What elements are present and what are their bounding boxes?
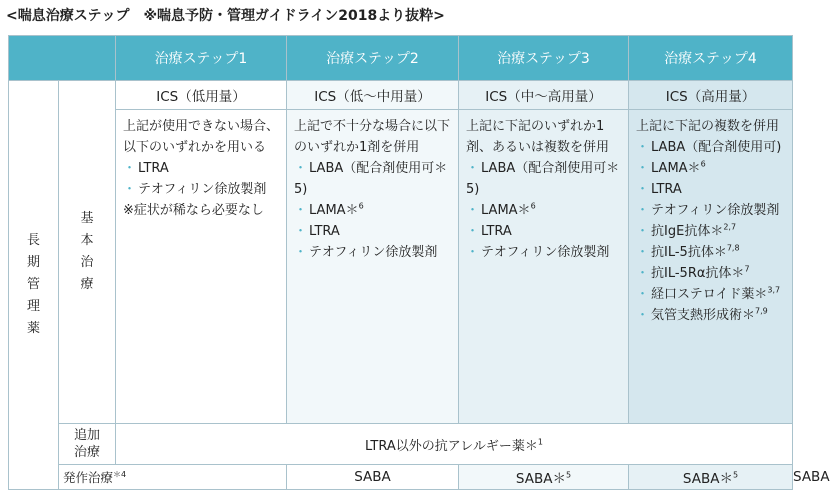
bullet-dot: ・ — [636, 203, 650, 218]
basic-treatment-label-text: 基本治療 — [80, 211, 94, 292]
basic-step-3-item — [466, 242, 622, 263]
rescue-label-note: ＊4 — [113, 469, 127, 479]
item-text: LABA（配合剤使用可 — [309, 161, 435, 176]
ics-step-3: ICS（中〜高用量） — [459, 81, 629, 110]
addon-label — [59, 424, 116, 465]
bullet-dot: ・ — [636, 245, 650, 260]
header-step-4: 治療ステップ4 — [629, 36, 793, 81]
basic-step-2-item — [294, 158, 452, 200]
rescue-label-text: 発作治療 — [63, 470, 114, 485]
basic-step-4-item — [636, 305, 786, 326]
basic-step-2-lead: 上記で不十分な場合に以下のいずれか1剤を併用 — [294, 119, 451, 155]
item-sup: 6 — [530, 201, 536, 211]
rescue-row — [9, 465, 793, 490]
rescue-text: SABA — [354, 469, 391, 485]
item-text: LTRA — [138, 161, 169, 176]
basic-step-4-item — [636, 221, 786, 242]
bullet-dot: ・ — [636, 182, 650, 197]
item-text: LABA（配合剤使用可 — [481, 161, 607, 176]
basic-step-3-item — [466, 221, 622, 242]
item-tail: ＊5) — [294, 161, 448, 197]
bullet-dot: ・ — [636, 224, 650, 239]
basic-step-3 — [459, 110, 629, 424]
bullet-dot: ・ — [294, 203, 308, 218]
item-text: 経口ステロイド薬＊ — [651, 287, 768, 302]
basic-step-4-item — [636, 263, 786, 284]
bullet-dot: ・ — [636, 161, 650, 176]
ics-row — [9, 81, 793, 110]
rescue-step-3 — [629, 465, 793, 490]
basic-step-4-item — [636, 158, 786, 179]
basic-step-4-item — [636, 179, 786, 200]
item-sup: 7 — [744, 264, 750, 274]
addon-cell — [116, 424, 793, 465]
basic-step-4 — [629, 110, 793, 424]
basic-step-4-item — [636, 284, 786, 305]
item-sup: 7,9 — [755, 306, 768, 316]
basic-treatment-label — [59, 81, 116, 424]
bullet-dot: ・ — [636, 308, 650, 323]
basic-step-4-item — [636, 200, 786, 221]
basic-step-2 — [287, 110, 459, 424]
addon-text: LTRA以外の抗アレルギー薬＊ — [364, 438, 538, 454]
rescue-text: SABA＊ — [515, 471, 566, 487]
basic-step-1 — [116, 110, 287, 424]
ics-step-4: ICS（高用量） — [629, 81, 793, 110]
basic-step-4-lead: 上記に下記の複数を併用 — [636, 119, 780, 134]
header-step-2: 治療ステップ2 — [287, 36, 459, 81]
item-text: 抗IgE抗体＊ — [651, 224, 724, 239]
item-tail: 3,7 — [767, 285, 781, 295]
treatment-step-table — [8, 35, 830, 490]
item-text: テオフィリン徐放製剤 — [138, 182, 267, 197]
item-text: 気管支熱形成術＊ — [651, 308, 756, 323]
rescue-text: SABA＊ — [682, 471, 733, 487]
rescue-label — [59, 465, 287, 490]
header-corner — [9, 36, 116, 81]
item-text: LTRA — [651, 182, 682, 197]
ics-step-2: ICS（低〜中用量） — [287, 81, 459, 110]
item-sup: 6 — [358, 201, 364, 211]
basic-step-1-item — [123, 158, 280, 179]
addon-label-line-1: 追加 — [73, 428, 100, 443]
bullet-dot: ・ — [123, 182, 137, 197]
item-text: テオフィリン徐放製剤 — [651, 203, 780, 218]
item-text: LAMA＊ — [309, 203, 359, 218]
basic-step-3-item — [466, 200, 622, 221]
bullet-dot: ・ — [466, 245, 480, 260]
long-term-label-text: 長期管理薬 — [26, 233, 40, 336]
basic-step-3-lead: 上記に下記のいずれか1剤、あるいは複数を併用 — [466, 119, 610, 155]
item-text: 抗IL-5抗体＊ — [651, 245, 727, 260]
bullet-dot: ・ — [466, 224, 480, 239]
long-term-label — [9, 81, 59, 490]
bullet-dot: ・ — [466, 203, 480, 218]
basic-step-1-item — [123, 179, 280, 200]
basic-step-2-item — [294, 242, 452, 263]
rescue-step-1 — [287, 465, 459, 490]
bullet-dot: ・ — [294, 161, 308, 176]
page-title: <喘息治療ステップ ※喘息予防・管理ガイドライン2018より抜粋> — [6, 8, 445, 24]
basic-step-1-note: ※症状が稀なら必要なし — [123, 203, 264, 218]
basic-treatment-row — [9, 110, 793, 424]
item-text: テオフィリン徐放製剤 — [309, 245, 438, 260]
bullet-dot: ・ — [123, 161, 137, 176]
header-row — [9, 36, 793, 81]
item-text: テオフィリン徐放製剤 — [481, 245, 610, 260]
item-text: 抗IL-5Rα抗体＊ — [651, 266, 745, 281]
header-step-3: 治療ステップ3 — [459, 36, 629, 81]
item-text: LTRA — [481, 224, 512, 239]
ics-step-1: ICS（低用量） — [116, 81, 287, 110]
bullet-dot: ・ — [466, 161, 480, 176]
bullet-dot: ・ — [636, 287, 650, 302]
item-sup: 6 — [700, 159, 706, 169]
item-text: LTRA — [309, 224, 340, 239]
basic-step-3-item — [466, 158, 622, 200]
item-text: LABA（配合剤使用可) — [651, 140, 782, 155]
basic-step-1-lead: 上記が使用できない場合、以下のいずれかを用いる — [123, 119, 280, 155]
addon-label-line-2: 治療 — [73, 445, 100, 460]
basic-step-4-item — [636, 242, 786, 263]
rescue-step-2 — [459, 465, 629, 490]
item-tail: ＊5) — [466, 161, 620, 197]
header-step-1: 治療ステップ1 — [116, 36, 287, 81]
bullet-dot: ・ — [294, 245, 308, 260]
item-sup: 2,7 — [723, 222, 737, 232]
item-sup: 7,8 — [726, 243, 740, 253]
bullet-dot: ・ — [636, 266, 650, 281]
bullet-dot: ・ — [636, 140, 650, 155]
item-text: LAMA＊ — [651, 161, 701, 176]
rescue-sup: 5 — [565, 470, 572, 480]
rescue-text: SABA — [793, 469, 830, 485]
rescue-sup: 5 — [732, 470, 739, 480]
basic-step-2-item — [294, 221, 452, 242]
addon-row — [9, 424, 793, 465]
item-text: LAMA＊ — [481, 203, 531, 218]
basic-step-2-item — [294, 200, 452, 221]
addon-sup: 1 — [537, 437, 544, 447]
basic-step-4-item — [636, 137, 786, 158]
bullet-dot: ・ — [294, 224, 308, 239]
